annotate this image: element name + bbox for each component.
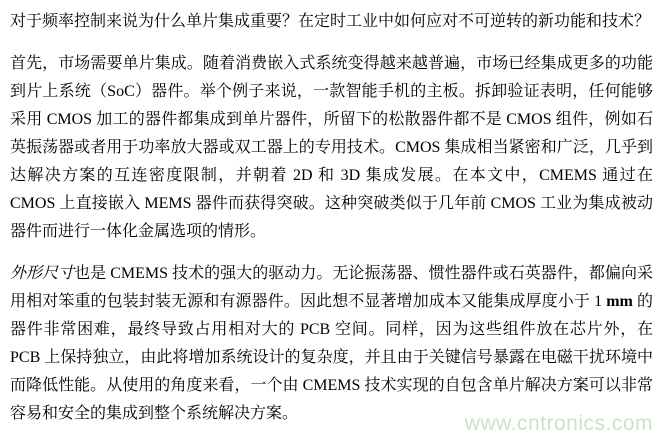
body-paragraph-2-lead-italic: 外形尺寸 bbox=[10, 265, 75, 282]
body-paragraph-1 bbox=[10, 50, 653, 246]
body-paragraph-2-text-b: 的器件非常困难，最终导致占用相对大的 PCB 空间。同样，因为这些组件放在芯片外，在 PCB 上保持独立，由此将增加系统设计的复杂度，并且由于关键信号暴露在电磁干扰环境中而降低性能。从使用的角度来看，一个由 CMEMS 技术实现的自包含单片解决方案可以非常容易和安全的集成到整个系统解决方案。 bbox=[10, 293, 653, 422]
body-paragraph-1-text: 首先，市场需要单片集成。随着消费嵌入式系统变得越来越普遍，市场已经集成更多的功能到片上系统（SoC）器件。举个例子来说，一款智能手机的主板。拆卸验证表明，任何能够采用 CMOS 加工的器件都集成到单片器件，所留下的松散器件都不是 CMOS 组件，例如石英振荡器或者用于功率放大器或双工器上的专用技术。CMOS 集成相当紧密和广泛，几乎到达解决方案的互连密度限制，并朝着 2D 和 3D 集成发展。在本文中，CMEMS 通过在 CMOS 上直接嵌入 MEMS 器件而获得突破。这种突破类似于几年前 CMOS 工业为集成被动器件而进行一体化金属选项的情形。 bbox=[10, 55, 653, 240]
question-paragraph-text: 对于频率控制来说为什么单片集成重要？在定时工业中如何应对不可逆转的新功能和技术？ bbox=[10, 13, 651, 30]
body-paragraph-2-text-a: 也是 CMEMS 技术的强大的驱动力。无论振荡器、惯性器件或石英器件，都偏向采用相对笨重的包装封装无源和有源器件。因此想不显著增加成本又能集成厚度小于 1 bbox=[10, 265, 653, 310]
question-paragraph bbox=[10, 8, 653, 36]
body-paragraph-2 bbox=[10, 260, 653, 428]
body-paragraph-2-bold-mm: mm bbox=[606, 293, 633, 310]
site-watermark: www.cntronics.com bbox=[464, 412, 653, 435]
